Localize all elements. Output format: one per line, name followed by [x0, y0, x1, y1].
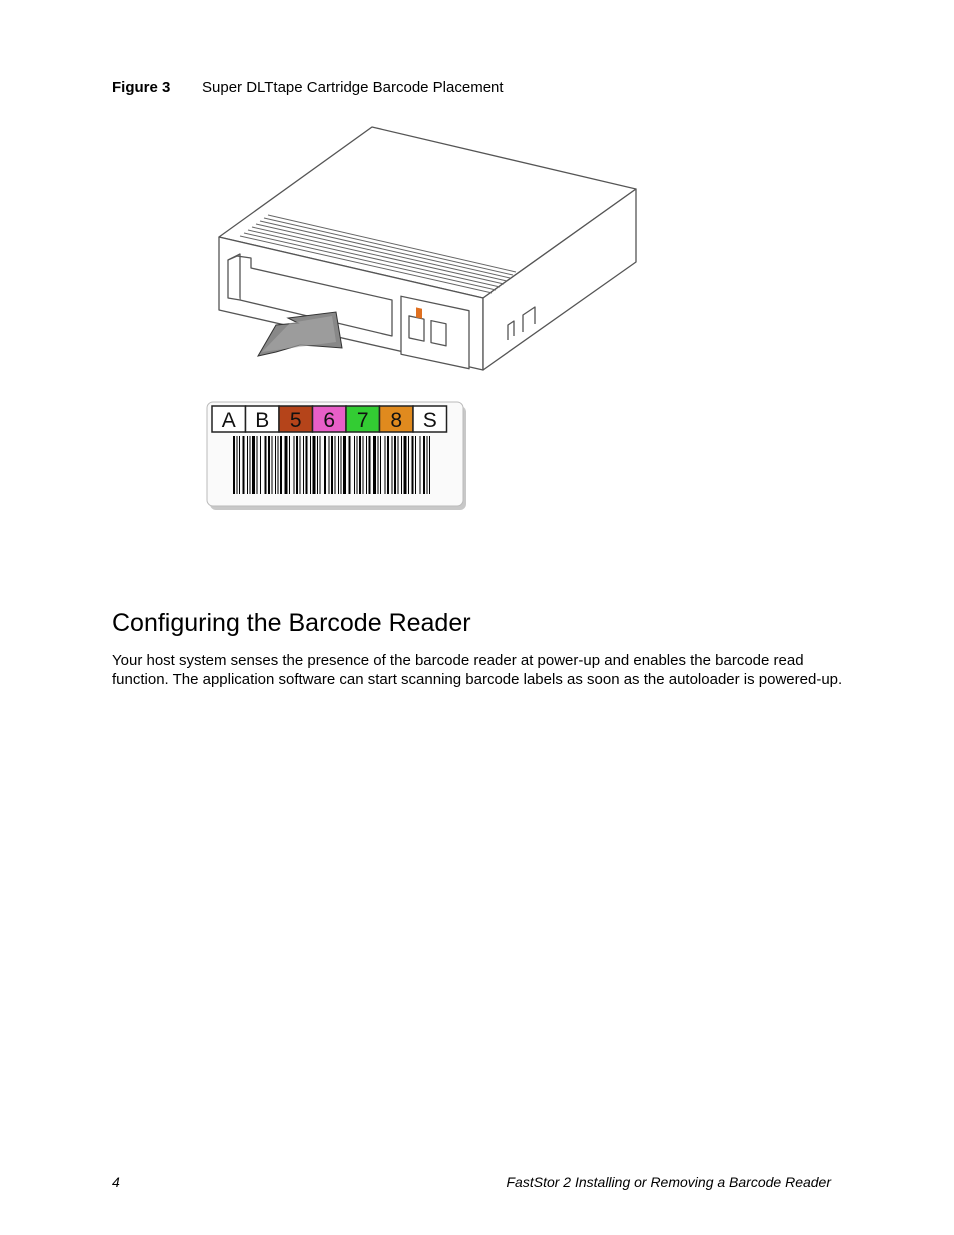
barcode-bar [320, 436, 321, 494]
barcode-bar [329, 436, 330, 494]
barcode-bar [373, 436, 376, 494]
barcode-bar [300, 436, 301, 494]
label-char-S [413, 406, 447, 432]
barcode-bar [275, 436, 276, 494]
barcode-bar [415, 436, 416, 494]
barcode-bar [412, 436, 414, 494]
svg-text:7: 7 [356, 409, 369, 432]
barcode-bar [296, 436, 298, 494]
barcode-bar [408, 436, 409, 494]
barcode-bar [335, 436, 336, 494]
barcode-bar [404, 436, 407, 494]
page-number: 4 [112, 1174, 120, 1190]
section-body: Your host system senses the presence of the barcode reader at power-up and enables the barcode read function. The application software can start scanning barcode labels as soon as the autoloader is powered-up. [112, 652, 843, 688]
label-char-5 [279, 406, 313, 432]
barcode-bar [398, 436, 399, 494]
barcode-bar [313, 436, 316, 494]
barcode-bar [338, 436, 339, 494]
barcode-bar [363, 436, 364, 494]
barcode-label [207, 402, 466, 510]
svg-text:A: A [221, 409, 236, 432]
barcode-bar [289, 436, 290, 494]
footer-title: FastStor 2 Installing or Removing a Barcode Reader [506, 1174, 831, 1190]
barcode-bar [250, 436, 251, 494]
barcode-bar [310, 436, 311, 494]
barcode-bar [394, 436, 396, 494]
barcode-bar [294, 436, 295, 494]
svg-text:6: 6 [323, 409, 336, 432]
barcode-bar [306, 436, 308, 494]
barcode-bar [272, 436, 273, 494]
barcode-bar [303, 436, 304, 494]
barcode-bar [359, 436, 361, 494]
barcode-bar [257, 436, 258, 494]
barcode-bar [420, 436, 421, 494]
barcode-bar [354, 436, 355, 494]
barcode-bar [349, 436, 351, 494]
barcode-bar [317, 436, 318, 494]
svg-text:B: B [255, 409, 270, 432]
barcode-bar [243, 436, 245, 494]
barcode-bar [378, 436, 379, 494]
barcode-bar [260, 436, 261, 494]
barcode-bar [265, 436, 267, 494]
barcode-bar [387, 436, 389, 494]
barcode-bar [392, 436, 393, 494]
barcode-bar [268, 436, 270, 494]
barcode-bar [401, 436, 402, 494]
svg-text:8: 8 [390, 409, 403, 432]
barcode-bar [357, 436, 358, 494]
svg-text:5: 5 [289, 409, 302, 432]
label-char-A [212, 406, 246, 432]
label-char-7 [346, 406, 380, 432]
barcode-bar [429, 436, 430, 494]
barcode-bar [366, 436, 367, 494]
figure-title: Super DLTtape Cartridge Barcode Placement [202, 79, 504, 96]
barcode-bar [239, 436, 240, 494]
barcode-bar [343, 436, 346, 494]
barcode-bar [252, 436, 255, 494]
cartridge-illustration [200, 120, 650, 520]
barcode-bar [380, 436, 381, 494]
svg-text:S: S [422, 409, 437, 432]
figure-number: Figure 3 [112, 79, 171, 96]
barcode-bar [331, 436, 333, 494]
barcode-bar [285, 436, 288, 494]
barcode-bar [324, 436, 326, 494]
barcode-bar [278, 436, 279, 494]
barcode-bar [369, 436, 371, 494]
label-char-8 [380, 406, 414, 432]
barcode-bar [280, 436, 282, 494]
barcode-bar [341, 436, 342, 494]
label-char-6 [313, 406, 347, 432]
barcode-bar [423, 436, 425, 494]
label-char-B [246, 406, 280, 432]
barcode-bar [233, 436, 235, 494]
barcode-bar [237, 436, 238, 494]
barcode-bar [427, 436, 428, 494]
figure-caption [112, 79, 504, 97]
barcode-bar [247, 436, 248, 494]
barcode-bar [385, 436, 386, 494]
section-title: Configuring the Barcode Reader [112, 609, 471, 637]
